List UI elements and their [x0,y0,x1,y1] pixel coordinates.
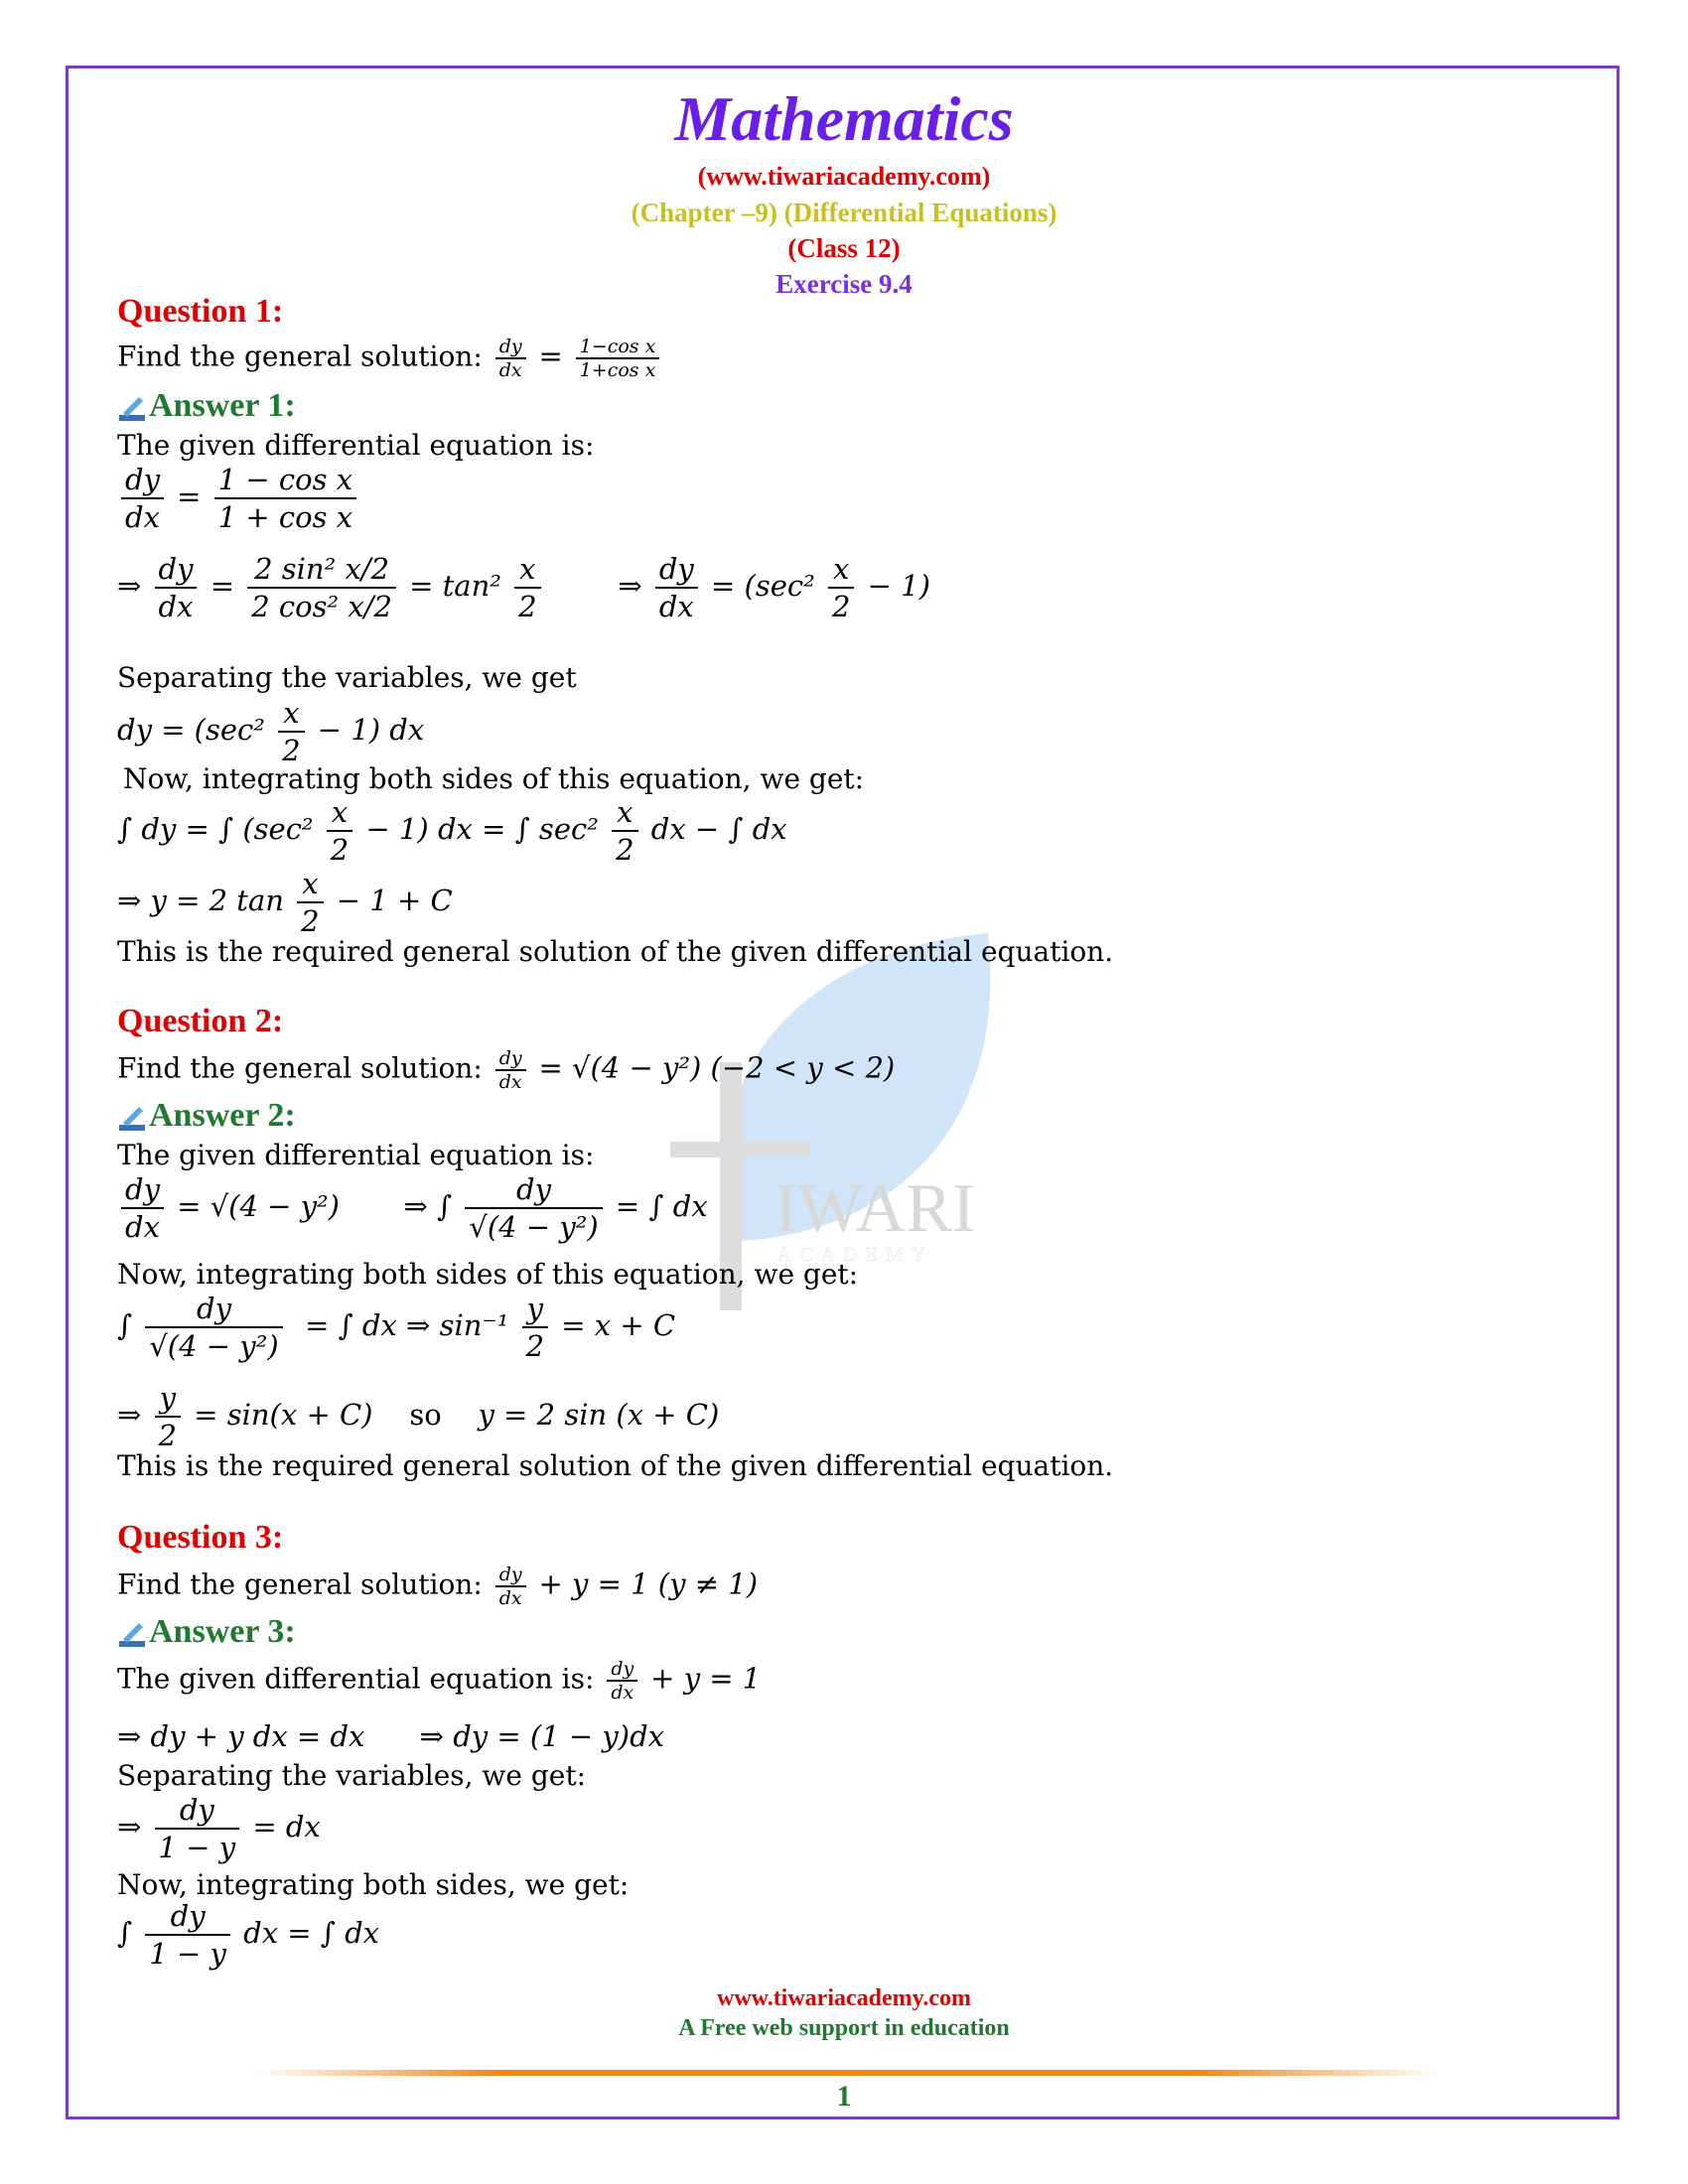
q3-intro-line: The given differential equation is: $\frac{dy}{dx}$ + y = 1 [117,1658,762,1704]
pen-icon [117,393,147,423]
footer-site-link[interactable]: www.tiwariacademy.com [717,1985,971,2011]
watermark-text: IWARI [774,1170,976,1247]
prompt-text: Find the general solution: [117,340,483,373]
letter-t-bar [670,1142,809,1158]
q1-equation-1: $\frac{dy}{dx}$ = $\frac{\text{1 − cos x}}{\text{1 + cos x}}$ [117,462,360,535]
pen-icon [117,1103,147,1133]
q2-equation-1: $\frac{dy}{dx}$ = √(4 − y²) ⇒ ∫ $\frac{dy}{\text{√(4 − y²)}}$ = ∫ dx [117,1171,708,1245]
answer-2-label: Answer 2: [149,1097,296,1134]
question-2-heading: Question 2: [117,1003,284,1039]
q2-equation-2: ∫ $\frac{dy}{\text{√(4 − y²)}}$ = ∫ dx ⇒ sin⁻¹ $\frac{y}{2}$ = x + C [117,1292,676,1363]
q2-equation-3: ⇒ $\frac{y}{2}$ = sin(x + C) so y = 2 sin (x + C) [117,1381,720,1452]
question-1-heading: Question 1: [117,293,284,330]
q3-integrating: Now, integrating both sides, we get: [117,1868,630,1901]
answer-3-label: Answer 3: [149,1613,296,1650]
answer-3-heading [117,1613,296,1651]
prompt-text: Find the general solution: [117,1568,483,1601]
page-number: 1 [836,2080,852,2113]
answer-2-heading [117,1097,296,1135]
q1-conclusion: This is the required general solution of the given differential equation. [117,935,1114,968]
page-title: Mathematics [674,83,1014,154]
question-3-prompt: Find the general solution: $\frac{dy}{dx}$ + y = 1 (y ≠ 1) [117,1564,759,1609]
q1-intro: The given differential equation is: [117,429,595,462]
dy-dx-fraction: $\frac{dy}{dx}$ [607,1658,637,1704]
dy-dx-fraction: $\frac{dy}{dx}$ [495,336,526,381]
question-3-heading: Question 3: [117,1519,284,1556]
q2-integrating: Now, integrating both sides of this equation, we get: [117,1258,859,1291]
q2-conclusion: This is the required general solution of the given differential equation. [117,1449,1114,1482]
dy-dx-fraction: $\frac{dy}{dx}$ [495,1047,526,1093]
pen-icon [117,1619,147,1649]
q1-integrating: Now, integrating both sides of this equation, we get: [123,762,865,795]
q1-equation-3: dy = (sec² $\frac{x}{2}$ − 1) dx [117,696,425,767]
q1-separating: Separating the variables, we get [117,661,577,694]
footer-divider [253,2070,1440,2076]
answer-1-label: Answer 1: [149,387,296,424]
q3-intro: The given differential equation is: [117,1662,595,1696]
q1-equation-5: ⇒ y = 2 tan $\frac{x}{2}$ − 1 + C [117,867,453,938]
footer-tagline: A Free web support in education [678,2015,1010,2041]
class-label: (Class 12) [787,233,901,263]
cos-fraction: $\frac{\text{1−cos x}}{\text{1+cos x}}$ [576,336,660,381]
question-2-prompt: Find the general solution: $\frac{dy}{dx}$ = √(4 − y²) (−2 < y < 2) [117,1047,896,1093]
q1-equation-2: ⇒ $\frac{dy}{dx}$ = $\frac{\text{2 sin² x/2}}{\text{2 cos² x/2}}$ = tan² $\frac{x}{2}$ ⇒ $\frac{dy}{dx}$ = (sec² $\frac{x}{2}$ − 1) [117,552,930,623]
exercise-label: Exercise 9.4 [775,269,913,299]
prompt-text: Find the general solution: [117,1051,483,1085]
watermark-subtext: ACADEMY [777,1244,934,1266]
header-site-link[interactable]: (www.tiwariacademy.com) [697,162,991,191]
question-1-prompt: Find the general solution: $\frac{dy}{dx}$ = $\frac{\text{1−cos x}}{\text{1+cos x}}$ [117,336,663,381]
q3-separating: Separating the variables, we get: [117,1759,587,1792]
q2-intro: The given differential equation is: [117,1139,595,1171]
chapter-label: (Chapter –9) (Differential Equations) [631,198,1057,227]
page-header [0,79,1688,302]
q3-equation-2: ⇒ $\frac{dy}{1 - y}$ = dx [117,1793,321,1864]
q3-equation-1: ⇒ dy + y dx = dx ⇒ dy = (1 − y)dx [117,1719,664,1753]
q1-equation-4: ∫ dy = ∫ (sec² $\frac{x}{2}$ − 1) dx = ∫ sec² $\frac{x}{2}$ dx − ∫ dx [117,795,787,867]
answer-1-heading [117,387,296,425]
q3-equation-3: ∫ $\frac{dy}{1 - y}$ dx = ∫ dx [117,1899,380,1971]
dy-dx-fraction: $\frac{dy}{dx}$ [495,1564,526,1609]
